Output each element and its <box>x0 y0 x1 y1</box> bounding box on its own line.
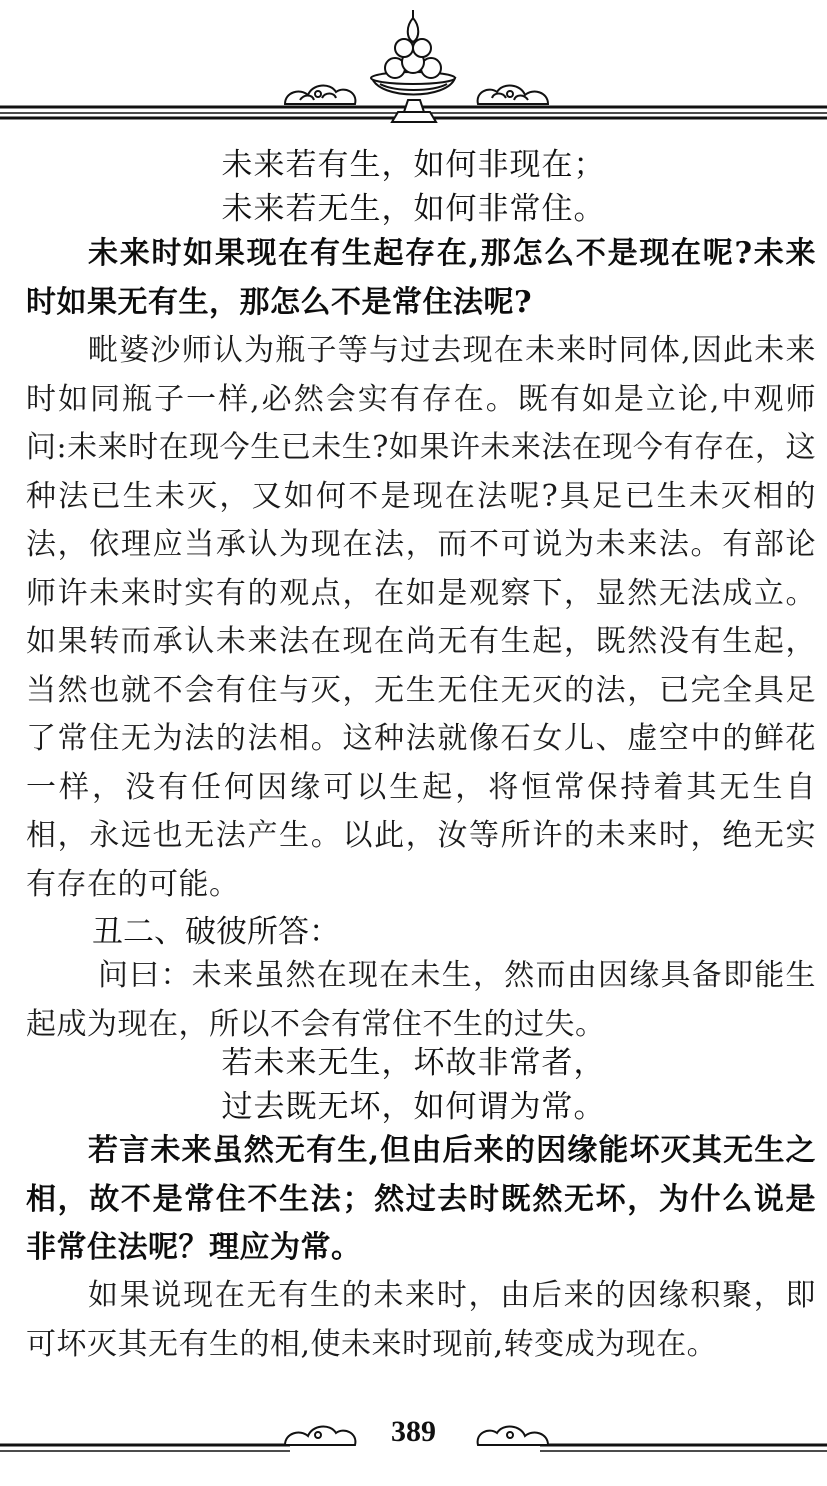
offering-bowl-icon <box>371 10 455 122</box>
left-cloud-ornament <box>285 86 355 104</box>
verse-1-explanation: 未来时如果现在有生起存在,那怎么不是现在呢?未来时如果无有生，那怎么不是常住法呢? <box>26 236 816 320</box>
question-paragraph: 问曰：未来虽然在现在未生，然而由因缘具备即能生起成为现在，所以不会有常住不生的过失。 <box>26 958 816 1042</box>
verse-1-line-2: 未来若无生，如何非常住。 <box>221 191 606 227</box>
header-ornament <box>0 0 827 135</box>
verse-1-line-1: 未来若有生，如何非现在； <box>221 147 606 183</box>
commentary-paragraph-2: 如果说现在无有生的未来时，由后来的因缘积聚，即可坏灭其无有生的相,使未来时现前,转变成为现在。 <box>26 1278 816 1362</box>
verse-2-line-1: 若未来无生，坏故非常者， <box>221 1045 606 1081</box>
verse-2-line-2: 过去既无坏，如何谓为常。 <box>221 1089 606 1125</box>
page-number: 389 <box>391 1415 436 1448</box>
right-cloud-ornament <box>478 86 548 104</box>
verse-2-explanation: 若言未来虽然无有生,但由后来的因缘能坏灭其无生之相，故不是常住不生法；然过去时既然无坏，为什么说是非常住法呢？理应为常。 <box>26 1133 816 1265</box>
commentary-paragraph-1: 毗婆沙师认为瓶子等与过去现在未来时同体,因此未来时如同瓶子一样,必然会实有存在。既有如是立论,中观师问:未来时在现今生已未生?如果许未来法在现今有存在，这种法已生未灭，又如何不是现在法呢?具足已生未灭相的法，依理应当承认为现在法，而不可说为未来法。有部论师许未来时实有的观点，在如是观察下，显然无法成立。如果转而承认未来法在现在尚无有生起，既然没有生起，当然也就不会有住与灭，无生无住无灭的法，已完全具足了常住无为法的法相。这种法就像石女儿、虚空中的鲜花一样，没有任何因缘可以生起，将恒常保持着其无生自相，永远也无法产生。以此，汝等所许的未来时，绝无实有存在的可能。 <box>26 333 816 902</box>
section-heading: 丑二、破彼所答： <box>92 914 340 950</box>
